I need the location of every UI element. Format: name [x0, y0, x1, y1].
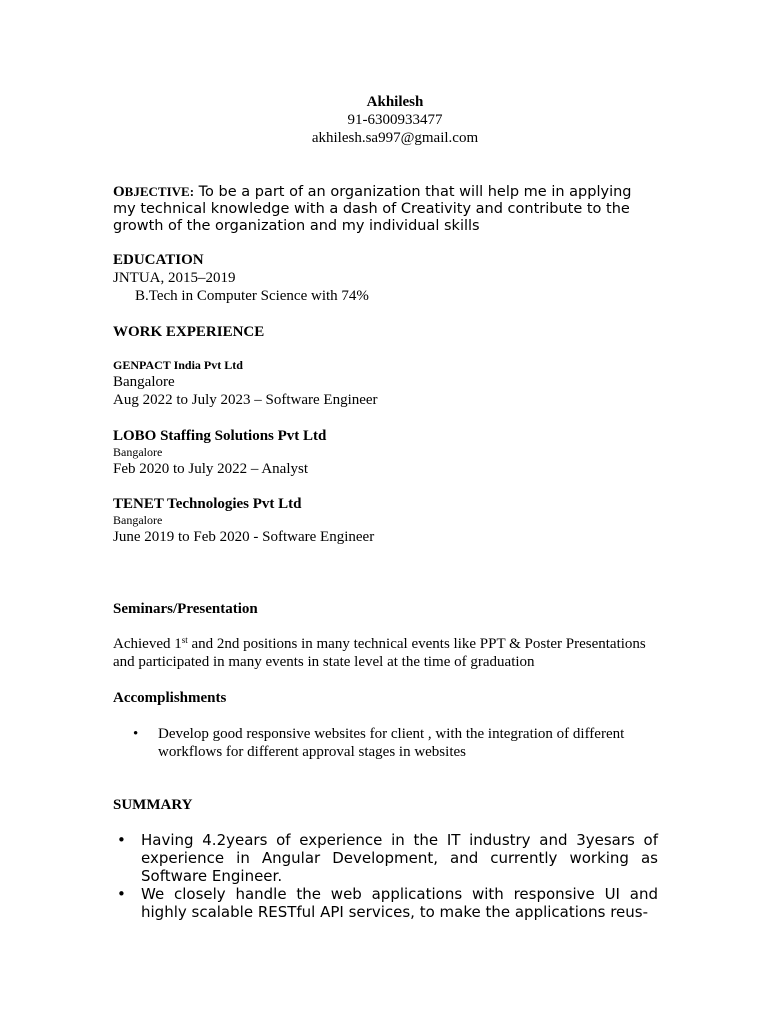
bullet-icon: •	[117, 831, 126, 849]
resume-header	[0, 93, 768, 147]
candidate-email: akhilesh.sa997@gmail.com	[311, 130, 479, 146]
job-company: LOBO Staffing Solutions Pvt Ltd	[113, 428, 327, 444]
candidate-phone: 91-6300933477	[347, 112, 443, 128]
bullet-icon: •	[133, 726, 139, 742]
job-entry	[113, 357, 658, 409]
accomplishments-list	[113, 725, 658, 761]
summary-list	[113, 831, 658, 921]
job-location: Bangalore	[113, 374, 175, 390]
work-heading: WORK EXPERIENCE	[113, 324, 265, 340]
job-period: Feb 2020 to July 2022 – Analyst	[113, 461, 309, 477]
job-period: Aug 2022 to July 2023 – Software Engineer	[113, 392, 378, 408]
job-entry	[113, 427, 658, 478]
job-location: Bangalore	[113, 445, 163, 459]
education-institution: JNTUA, 2015–2019	[113, 270, 236, 286]
seminars-section	[113, 600, 658, 671]
objective-section	[113, 183, 658, 235]
summary-section	[113, 796, 658, 921]
education-heading: EDUCATION	[113, 252, 204, 268]
seminars-heading: Seminars/Presentation	[113, 601, 258, 617]
candidate-name: Akhilesh	[366, 94, 424, 110]
list-item: • We closely handle the web applications with responsive UI and highly scalable RESTful API services, to make the applications reus-	[117, 885, 658, 921]
job-company: TENET Technologies Pvt Ltd	[113, 496, 302, 512]
objective-text: To be a part of an organization that will help me in applying my technical knowledge with a dash of Creativity and contribute to the growth of the organization and my individual skills	[113, 184, 632, 234]
accomplishments-section	[113, 689, 658, 761]
accomplishments-heading: Accomplishments	[113, 690, 227, 706]
education-section	[113, 251, 658, 305]
job-entry	[113, 495, 658, 546]
job-company: GENPACT India Pvt Ltd	[113, 358, 243, 372]
list-item: • Develop good responsive websites for client , with the integration of different workflows for different approval stages in websites	[133, 726, 625, 760]
bullet-icon: •	[117, 885, 126, 903]
education-degree: B.Tech in Computer Science with 74%	[135, 288, 369, 304]
seminars-text: Achieved 1st and 2nd positions in many technical events like PPT & Poster Presentations and participated in many events in state level at the time of graduation	[113, 635, 646, 670]
objective-label: OBJECTIVE:	[113, 184, 195, 200]
job-location: Bangalore	[113, 513, 163, 527]
summary-heading: SUMMARY	[113, 797, 193, 813]
job-period: June 2019 to Feb 2020 - Software Engineer	[113, 529, 375, 545]
list-item: • Having 4.2years of experience in the IT industry and 3yesars of experience in Angular Development, and currently working as Software Engineer.	[117, 831, 658, 885]
